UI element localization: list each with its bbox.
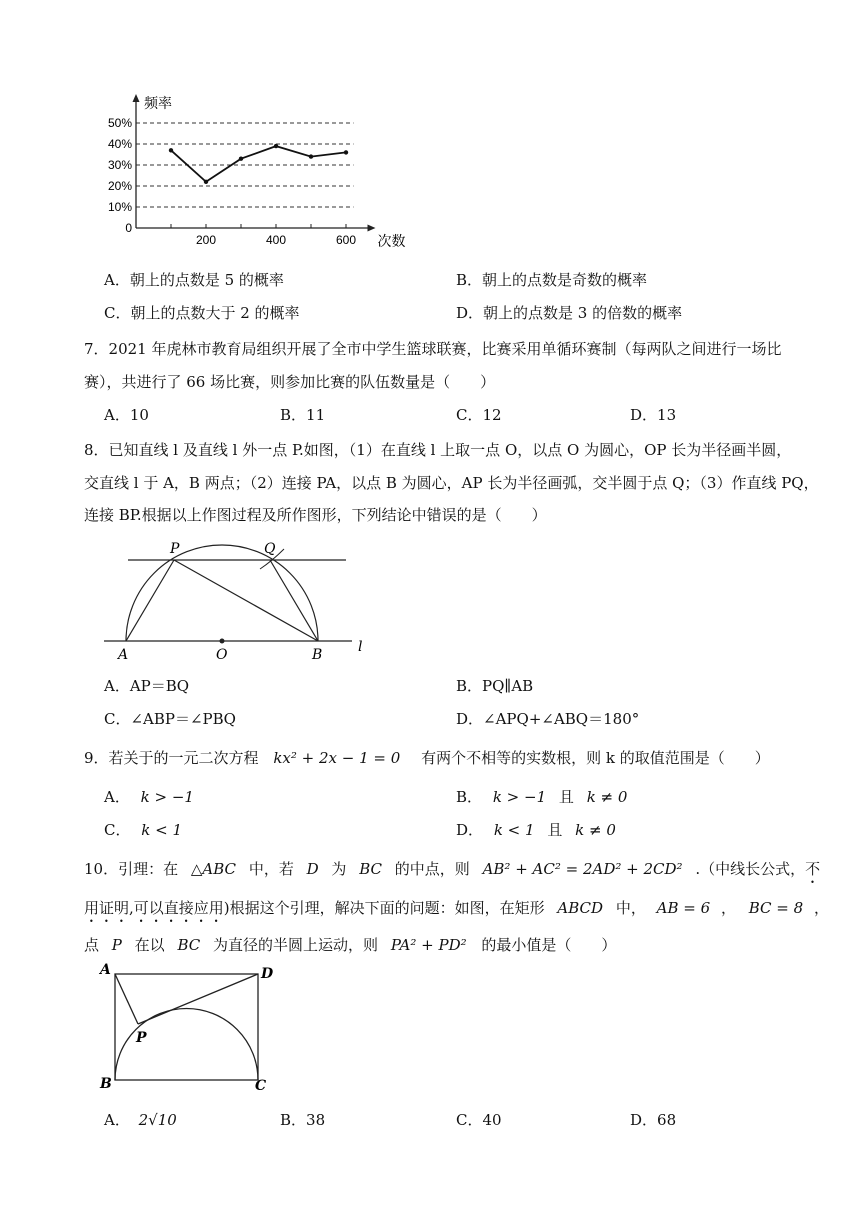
q8-option-d: D．∠APQ+∠ABQ＝180° bbox=[456, 710, 640, 728]
segment-pa bbox=[115, 974, 138, 1024]
q9-option-a-value: k > −1 bbox=[140, 788, 194, 806]
q6-option-c: C．朝上的点数大于 2 的概率 bbox=[104, 304, 300, 322]
q9-option-b bbox=[456, 787, 627, 807]
q9-suffix: 有两个不相等的实数根，则 k 的取值范围是（ ） bbox=[421, 749, 770, 767]
label-p: P bbox=[136, 1030, 147, 1046]
x-axis-label: 次数 bbox=[377, 234, 406, 250]
q9-option-c-value: k < 1 bbox=[141, 821, 183, 839]
segment-pb bbox=[174, 560, 318, 641]
y-axis-label: 频率 bbox=[144, 96, 172, 112]
label-c: C bbox=[255, 1078, 267, 1094]
q10-l2-abcd: ABCD bbox=[557, 899, 604, 917]
q10-stem-line1 bbox=[84, 859, 820, 887]
q10-l1-bc: BC bbox=[359, 860, 382, 878]
center-point-o bbox=[220, 639, 225, 644]
data-point bbox=[204, 180, 208, 184]
q10-l3-bc: BC bbox=[177, 936, 201, 954]
data-point bbox=[274, 144, 278, 148]
q9-option-c-label: C． bbox=[104, 821, 131, 839]
q10-l2-c: 中， bbox=[615, 899, 646, 917]
label-b: B bbox=[312, 647, 323, 663]
q10-l1-d: 的中点，则 bbox=[394, 860, 470, 878]
q7-option-d: D．13 bbox=[630, 406, 677, 424]
series-line bbox=[171, 146, 346, 182]
label-a: A bbox=[100, 962, 111, 978]
y-tick-label: 50% bbox=[107, 116, 132, 130]
segment-pd bbox=[138, 974, 258, 1024]
q10-l1-b: 中，若 bbox=[248, 860, 294, 878]
q10-option-d: D．68 bbox=[630, 1111, 677, 1129]
data-point bbox=[309, 154, 313, 158]
q10-l3-a: 点 bbox=[84, 936, 100, 954]
y-tick-label: 20% bbox=[107, 179, 132, 193]
q10-l2-a: 用证明,可以直接应用 bbox=[84, 899, 224, 917]
q9-equation: kx² + 2x − 1 = 0 bbox=[273, 749, 401, 767]
q10-l2-b: )根据这个引理，解决下面的问题：如图，在矩形 bbox=[223, 899, 545, 917]
label-p: P bbox=[170, 541, 180, 557]
q9-option-d-value1: k < 1 bbox=[493, 821, 535, 839]
q7-option-b: B．11 bbox=[280, 406, 326, 424]
q10-l2-ab: AB = 6 bbox=[656, 899, 711, 917]
q9-stem bbox=[84, 748, 770, 768]
q9-option-a-label: A． bbox=[104, 788, 130, 806]
q9-option-d-value2: k ≠ 0 bbox=[575, 821, 616, 839]
label-d: D bbox=[261, 966, 274, 982]
x-tick-label: 200 bbox=[195, 233, 217, 247]
q10-l1-a: 10．引理：在 bbox=[84, 860, 179, 878]
q10-option-b: B．38 bbox=[280, 1111, 326, 1129]
data-point bbox=[239, 157, 243, 161]
q10-l1-d-point: D bbox=[306, 860, 319, 878]
q8-stem-line2: 交直线 l 于 A，B 两点；（2）连接 PA，以点 B 为圆心，AP 长为半径画弧，交半圆于点 Q；（3）作直线 PQ， bbox=[84, 474, 819, 492]
q10-l3-b: 在以 bbox=[134, 936, 165, 954]
q8-semicircle-figure bbox=[100, 535, 380, 665]
q10-l3-expr: PA² + PD² bbox=[390, 936, 467, 954]
q8-stem-line3: 连接 BP.根据以上作图过程及所作图形，下列结论中错误的是（ ） bbox=[84, 506, 547, 524]
q7-option-a: A．10 bbox=[104, 406, 149, 424]
q7-stem-line2: 赛），共进行了 66 场比赛，则参加比赛的队伍数量是（ ） bbox=[84, 373, 496, 391]
q9-prefix: 9．若关于的一元二次方程 bbox=[84, 749, 259, 767]
q10-option-a-value: 2√10 bbox=[138, 1111, 177, 1129]
q10-l3-c: 为直径的半圆上运动，则 bbox=[213, 936, 379, 954]
q9-option-d-and: 且 bbox=[547, 821, 563, 839]
q9-option-d-label: D． bbox=[456, 821, 484, 839]
q10-option-a bbox=[104, 1110, 177, 1130]
q10-l1-f: 不 bbox=[805, 860, 821, 878]
label-l: l bbox=[358, 639, 363, 655]
data-point bbox=[344, 150, 348, 154]
frequency-line-chart bbox=[96, 88, 406, 250]
y-tick-label: 40% bbox=[107, 137, 132, 151]
q10-stem-line2 bbox=[84, 898, 829, 926]
x-tick-label: 600 bbox=[335, 233, 357, 247]
segment-ap bbox=[126, 560, 174, 641]
q9-option-b-value1: k > −1 bbox=[492, 788, 547, 806]
data-point bbox=[169, 148, 173, 152]
q10-l2-e: ， bbox=[813, 899, 829, 917]
y-tick-label: 10% bbox=[107, 200, 132, 214]
q9-option-c bbox=[104, 820, 182, 840]
q10-l3-d: 的最小值是（ ） bbox=[481, 936, 617, 954]
label-b: B bbox=[100, 1076, 112, 1092]
q10-option-a-label: A． bbox=[104, 1111, 130, 1129]
x-axis-arrow bbox=[368, 225, 376, 232]
q10-stem-line3 bbox=[84, 935, 616, 955]
q10-l3-p: P bbox=[111, 936, 122, 954]
q7-stem-line1: 7．2021 年虎林市教育局组织开展了全市中学生篮球联赛，比赛采用单循环赛制（每两队之间进行一场比 bbox=[84, 340, 782, 358]
label-o: O bbox=[216, 647, 228, 663]
segment-bq bbox=[270, 560, 318, 641]
label-q: Q bbox=[264, 541, 276, 557]
q10-l1-tri: △ABC bbox=[190, 860, 237, 878]
q9-option-a bbox=[104, 787, 194, 807]
rectangle-abcd bbox=[115, 974, 258, 1080]
q9-option-b-label: B． bbox=[456, 788, 483, 806]
x-tick-label: 400 bbox=[265, 233, 287, 247]
q10-l2-d: ， bbox=[720, 899, 736, 917]
q8-option-a: A．AP＝BQ bbox=[104, 677, 190, 695]
label-a: A bbox=[118, 647, 129, 663]
q6-option-d: D．朝上的点数是 3 的倍数的概率 bbox=[456, 304, 683, 322]
y-axis-arrow bbox=[133, 94, 140, 102]
q10-l1-c: 为 bbox=[331, 860, 347, 878]
q8-option-b: B．PQ∥AB bbox=[456, 677, 534, 695]
q6-option-b: B．朝上的点数是奇数的概率 bbox=[456, 271, 648, 289]
y-tick-label: 30% bbox=[107, 158, 132, 172]
q9-option-d bbox=[456, 820, 616, 840]
q8-stem-line1: 8．已知直线 l 及直线 l 外一点 P.如图，（1）在直线 l 上取一点 O，以点 O 为圆心，OP 长为半径画半圆， bbox=[84, 441, 792, 459]
q7-option-c: C．12 bbox=[456, 406, 502, 424]
q10-rectangle-figure bbox=[98, 962, 278, 1092]
q9-option-b-and: 且 bbox=[558, 788, 574, 806]
q6-option-a: A．朝上的点数是 5 的概率 bbox=[104, 271, 284, 289]
q10-option-c: C．40 bbox=[456, 1111, 502, 1129]
y-tick-label: 0 bbox=[125, 221, 132, 235]
q8-option-c: C．∠ABP＝∠PBQ bbox=[104, 710, 236, 728]
q10-l2-bc: BC = 8 bbox=[748, 899, 804, 917]
q10-l1-formula: AB² + AC² = 2AD² + 2CD² bbox=[482, 860, 683, 878]
q9-option-b-value2: k ≠ 0 bbox=[586, 788, 628, 806]
q10-l1-e: .（中线长公式， bbox=[695, 860, 806, 878]
